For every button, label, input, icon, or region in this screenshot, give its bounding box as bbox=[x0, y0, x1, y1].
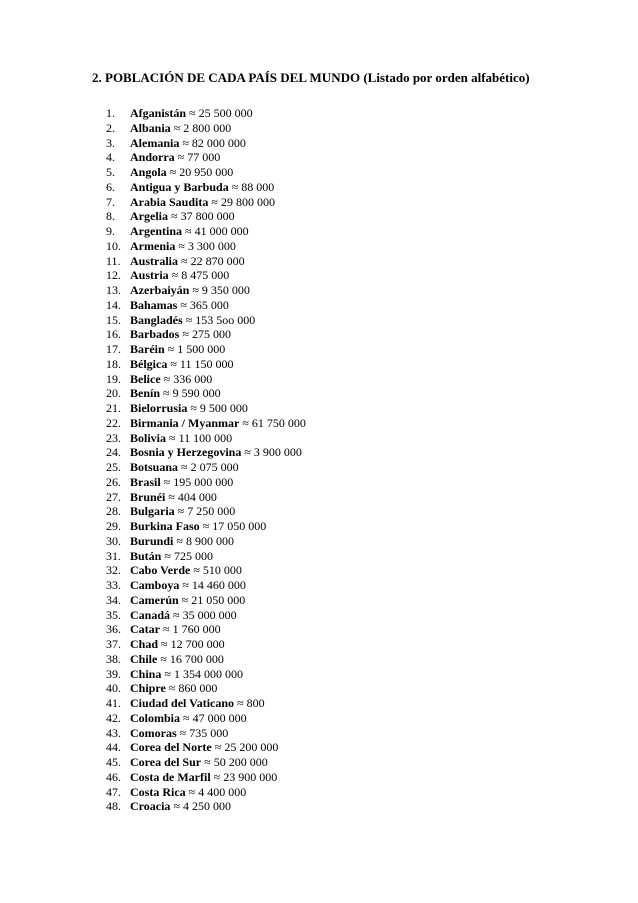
list-item bbox=[0, 711, 638, 726]
item-number: 45. bbox=[106, 755, 121, 769]
country-name: Brasil bbox=[130, 474, 161, 489]
item-number: 2. bbox=[106, 120, 115, 135]
list-item bbox=[0, 740, 638, 755]
list-item bbox=[0, 401, 638, 416]
country-name: Argelia bbox=[130, 209, 168, 224]
item-entry bbox=[130, 549, 213, 564]
population-value: ≈ 50 200 000 bbox=[204, 755, 268, 769]
country-name: Botsuana bbox=[130, 460, 179, 474]
population-value: ≈ 195 000 000 bbox=[163, 474, 234, 489]
item-number: 23. bbox=[106, 430, 121, 445]
list-item bbox=[0, 342, 638, 357]
list-item bbox=[0, 431, 638, 446]
item-entry bbox=[130, 785, 246, 800]
list-item bbox=[0, 637, 638, 652]
population-value: ≈ 404 000 bbox=[168, 489, 217, 504]
list-item bbox=[0, 121, 638, 136]
item-entry bbox=[130, 445, 302, 460]
country-name: Camboya bbox=[130, 578, 180, 592]
country-name: Bielorrusia bbox=[130, 401, 188, 415]
item-entry bbox=[130, 150, 220, 165]
item-entry bbox=[130, 283, 250, 298]
item-number: 35. bbox=[106, 607, 121, 622]
list-item bbox=[0, 298, 638, 313]
list-item bbox=[0, 313, 638, 328]
item-entry bbox=[130, 740, 278, 755]
population-value: ≈ 4 250 000 bbox=[173, 799, 232, 814]
country-name: Croacia bbox=[130, 799, 171, 814]
item-entry bbox=[130, 106, 253, 121]
item-number: 41. bbox=[106, 696, 121, 710]
item-number: 17. bbox=[106, 342, 121, 356]
item-number: 6. bbox=[106, 179, 115, 194]
item-number: 38. bbox=[106, 651, 121, 666]
item-entry bbox=[130, 622, 221, 637]
population-value: ≈ 800 bbox=[237, 696, 265, 710]
item-entry bbox=[130, 593, 245, 608]
item-number: 9. bbox=[106, 224, 115, 238]
item-number: 46. bbox=[106, 769, 121, 784]
item-entry bbox=[130, 504, 235, 519]
item-number: 10. bbox=[106, 238, 121, 253]
item-number: 21. bbox=[106, 401, 121, 415]
item-number: 33. bbox=[106, 578, 121, 592]
list-item bbox=[0, 209, 638, 224]
population-value: ≈ 3 300 000 bbox=[178, 238, 236, 253]
item-number: 30. bbox=[106, 533, 121, 548]
population-value: ≈ 336 000 bbox=[163, 371, 213, 386]
item-entry bbox=[130, 209, 235, 224]
item-entry bbox=[130, 652, 224, 667]
list-item bbox=[0, 106, 638, 121]
list-item bbox=[0, 283, 638, 298]
population-value: ≈ 153 5oo 000 bbox=[185, 312, 256, 327]
list-item bbox=[0, 254, 638, 269]
item-entry bbox=[130, 298, 229, 313]
population-value: ≈ 510 000 bbox=[193, 563, 242, 578]
list-item bbox=[0, 416, 638, 431]
list-item bbox=[0, 681, 638, 696]
item-entry bbox=[130, 460, 239, 475]
country-name: Burundi bbox=[130, 533, 174, 548]
country-name: Costa Rica bbox=[130, 784, 186, 799]
section-heading: 2. POBLACIÓN DE CADA PAÍS DEL MUNDO (Listado por orden alfabético) bbox=[92, 70, 530, 85]
item-number: 8. bbox=[106, 209, 115, 224]
country-name: Catar bbox=[130, 622, 160, 637]
list-item bbox=[0, 180, 638, 195]
population-value: ≈ 25 500 000 bbox=[189, 106, 253, 120]
population-value: ≈ 61 750 000 bbox=[242, 415, 306, 430]
item-number: 32. bbox=[106, 563, 121, 578]
item-number: 28. bbox=[106, 504, 121, 519]
list-item bbox=[0, 593, 638, 608]
item-entry bbox=[130, 401, 248, 416]
list-item bbox=[0, 195, 638, 210]
population-value: ≈ 8 475 000 bbox=[171, 268, 230, 283]
country-name: Chipre bbox=[130, 681, 166, 696]
country-name: Brunéi bbox=[130, 489, 166, 504]
list-item bbox=[0, 150, 638, 165]
list-item bbox=[0, 490, 638, 505]
country-name: Antigua y Barbuda bbox=[130, 179, 229, 194]
list-item bbox=[0, 327, 638, 342]
item-number: 27. bbox=[106, 489, 121, 504]
population-value: ≈ 17 050 000 bbox=[202, 519, 267, 533]
country-name: Argentina bbox=[130, 224, 182, 238]
country-name: Baréin bbox=[130, 342, 165, 356]
country-name: Birmania / Myanmar bbox=[130, 415, 240, 430]
list-item bbox=[0, 165, 638, 180]
country-name: Costa de Marfil bbox=[130, 769, 211, 784]
item-number: 29. bbox=[106, 519, 121, 533]
population-value: ≈ 12 700 000 bbox=[161, 637, 225, 651]
item-entry bbox=[130, 534, 234, 549]
item-number: 19. bbox=[106, 371, 121, 386]
population-value: ≈ 11 150 000 bbox=[170, 356, 234, 371]
item-number: 4. bbox=[106, 150, 115, 165]
item-entry bbox=[130, 726, 228, 741]
item-number: 44. bbox=[106, 740, 121, 755]
item-number: 42. bbox=[106, 710, 121, 725]
country-name: Colombia bbox=[130, 710, 181, 725]
item-entry bbox=[130, 711, 247, 726]
country-name: Camerún bbox=[130, 592, 179, 607]
list-item bbox=[0, 372, 638, 387]
population-value: ≈ 77 000 bbox=[177, 150, 221, 165]
country-name: Bolivia bbox=[130, 430, 167, 445]
list-item bbox=[0, 475, 638, 490]
population-value: ≈ 16 700 000 bbox=[160, 651, 224, 666]
list-item bbox=[0, 534, 638, 549]
list-item bbox=[0, 785, 638, 800]
list-item bbox=[0, 386, 638, 401]
item-number: 22. bbox=[106, 415, 121, 430]
population-value: ≈ 82 000 000 bbox=[182, 135, 246, 150]
population-value: ≈ 14 460 000 bbox=[182, 578, 246, 592]
item-entry bbox=[130, 342, 225, 357]
country-name: Comoras bbox=[130, 725, 177, 740]
item-number: 25. bbox=[106, 460, 121, 474]
item-entry bbox=[130, 224, 249, 239]
population-value: ≈ 2 075 000 bbox=[181, 460, 239, 474]
country-name: Azerbaiyán bbox=[130, 283, 190, 297]
population-value: ≈ 23 900 000 bbox=[213, 769, 278, 784]
population-value: ≈ 8 900 000 bbox=[176, 533, 234, 548]
item-entry bbox=[130, 268, 229, 283]
population-value: ≈ 11 100 000 bbox=[169, 430, 233, 445]
population-value: ≈ 1 354 000 000 bbox=[164, 666, 243, 681]
item-number: 36. bbox=[106, 622, 121, 637]
item-entry bbox=[130, 136, 246, 151]
item-entry bbox=[130, 490, 217, 505]
item-entry bbox=[130, 239, 236, 254]
country-name: Andorra bbox=[130, 150, 175, 165]
country-name: Chile bbox=[130, 651, 158, 666]
population-value: ≈ 725 000 bbox=[164, 548, 213, 563]
item-number: 18. bbox=[106, 356, 121, 371]
population-value: ≈ 41 000 000 bbox=[185, 224, 249, 238]
item-entry bbox=[130, 327, 231, 342]
country-name: Bosnia y Herzegovina bbox=[130, 445, 242, 460]
country-name: Austria bbox=[130, 268, 169, 283]
population-value: ≈ 2 800 000 bbox=[173, 120, 232, 135]
item-number: 37. bbox=[106, 637, 121, 651]
country-name: Arabia Saudita bbox=[130, 194, 209, 209]
list-item bbox=[0, 770, 638, 785]
item-number: 24. bbox=[106, 445, 121, 460]
population-value: ≈ 9 590 000 bbox=[163, 386, 221, 401]
list-item bbox=[0, 667, 638, 682]
item-entry bbox=[130, 165, 233, 180]
item-number: 5. bbox=[106, 165, 115, 179]
population-value: ≈ 275 000 bbox=[182, 327, 231, 342]
list-item bbox=[0, 268, 638, 283]
item-number: 26. bbox=[106, 474, 121, 489]
population-value: ≈ 365 000 bbox=[180, 297, 229, 312]
population-value: ≈ 860 000 bbox=[168, 681, 218, 696]
country-name: Afganistán bbox=[130, 106, 187, 120]
country-name: Chad bbox=[130, 637, 159, 651]
item-entry bbox=[130, 667, 243, 682]
country-name: Benín bbox=[130, 386, 161, 401]
item-entry bbox=[130, 696, 265, 711]
item-number: 43. bbox=[106, 725, 121, 740]
item-number: 31. bbox=[106, 548, 121, 563]
list-item bbox=[0, 460, 638, 475]
population-value: ≈ 88 000 bbox=[231, 179, 275, 194]
country-name: Alemania bbox=[130, 135, 180, 150]
country-name: Bulgaria bbox=[130, 504, 175, 519]
country-name: Corea del Sur bbox=[130, 755, 202, 769]
item-entry bbox=[130, 357, 233, 372]
country-name: Armenia bbox=[130, 238, 176, 253]
country-name: Barbados bbox=[130, 327, 180, 342]
population-value: ≈ 1 760 000 bbox=[163, 622, 221, 637]
item-entry bbox=[130, 563, 242, 578]
list-item bbox=[0, 652, 638, 667]
item-entry bbox=[130, 637, 225, 652]
item-number: 34. bbox=[106, 592, 121, 607]
item-entry bbox=[130, 519, 266, 534]
item-number: 12. bbox=[106, 268, 121, 283]
country-name: Canadá bbox=[130, 607, 171, 622]
item-number: 11. bbox=[106, 253, 121, 268]
country-name: Australia bbox=[130, 253, 178, 268]
item-entry bbox=[130, 431, 232, 446]
item-entry bbox=[130, 386, 221, 401]
population-value: ≈ 29 800 000 bbox=[211, 194, 275, 209]
item-number: 39. bbox=[106, 666, 121, 681]
item-number: 16. bbox=[106, 327, 121, 342]
item-entry bbox=[130, 608, 237, 623]
population-value: ≈ 37 800 000 bbox=[171, 209, 235, 224]
item-entry bbox=[130, 578, 246, 593]
list-item bbox=[0, 622, 638, 637]
population-value: ≈ 3 900 000 bbox=[244, 445, 302, 460]
item-entry bbox=[130, 475, 233, 490]
item-entry bbox=[130, 254, 245, 269]
list-item bbox=[0, 445, 638, 460]
item-number: 1. bbox=[106, 106, 115, 120]
country-list bbox=[0, 106, 638, 814]
list-item bbox=[0, 136, 638, 151]
country-name: Cabo Verde bbox=[130, 563, 191, 578]
list-item bbox=[0, 519, 638, 534]
population-value: ≈ 4 400 000 bbox=[188, 784, 247, 799]
country-name: Ciudad del Vaticano bbox=[130, 696, 235, 710]
list-item bbox=[0, 563, 638, 578]
population-value: ≈ 20 950 000 bbox=[169, 165, 234, 179]
country-name: Bangladés bbox=[130, 312, 183, 327]
item-number: 40. bbox=[106, 681, 121, 696]
population-value: ≈ 21 050 000 bbox=[181, 592, 246, 607]
population-value: ≈ 7 250 000 bbox=[177, 504, 236, 519]
country-name: Albania bbox=[130, 120, 171, 135]
list-item bbox=[0, 578, 638, 593]
item-entry bbox=[130, 416, 306, 431]
item-entry bbox=[130, 681, 217, 696]
population-value: ≈ 735 000 bbox=[179, 725, 229, 740]
list-item bbox=[0, 608, 638, 623]
population-value: ≈ 35 000 000 bbox=[173, 607, 237, 622]
item-entry bbox=[130, 755, 268, 770]
list-item bbox=[0, 799, 638, 814]
item-number: 20. bbox=[106, 386, 121, 401]
country-name: China bbox=[130, 666, 162, 681]
item-number: 13. bbox=[106, 283, 121, 297]
list-item bbox=[0, 696, 638, 711]
population-value: ≈ 47 000 000 bbox=[183, 710, 247, 725]
list-item bbox=[0, 504, 638, 519]
country-name: Corea del Norte bbox=[130, 740, 212, 755]
item-entry bbox=[130, 121, 231, 136]
list-item bbox=[0, 224, 638, 239]
item-number: 48. bbox=[106, 799, 121, 814]
item-number: 47. bbox=[106, 784, 121, 799]
item-number: 15. bbox=[106, 312, 121, 327]
item-number: 3. bbox=[106, 135, 115, 150]
item-number: 14. bbox=[106, 297, 121, 312]
country-name: Bahamas bbox=[130, 297, 178, 312]
list-item bbox=[0, 755, 638, 770]
country-name: Bután bbox=[130, 548, 162, 563]
item-entry bbox=[130, 313, 255, 328]
population-value: ≈ 9 350 000 bbox=[192, 283, 250, 297]
item-entry bbox=[130, 372, 212, 387]
item-entry bbox=[130, 195, 275, 210]
country-name: Angola bbox=[130, 165, 167, 179]
list-item bbox=[0, 726, 638, 741]
item-entry bbox=[130, 770, 277, 785]
item-number: 7. bbox=[106, 194, 115, 209]
list-item bbox=[0, 549, 638, 564]
list-item bbox=[0, 239, 638, 254]
population-value: ≈ 25 200 000 bbox=[214, 740, 279, 755]
list-item bbox=[0, 357, 638, 372]
country-name: Bélgica bbox=[130, 356, 168, 371]
population-value: ≈ 22 870 000 bbox=[181, 253, 245, 268]
population-value: ≈ 1 500 000 bbox=[167, 342, 226, 356]
item-entry bbox=[130, 180, 274, 195]
country-name: Belice bbox=[130, 371, 161, 386]
population-value: ≈ 9 500 000 bbox=[190, 401, 248, 415]
item-entry bbox=[130, 799, 231, 814]
country-name: Burkina Faso bbox=[130, 519, 200, 533]
